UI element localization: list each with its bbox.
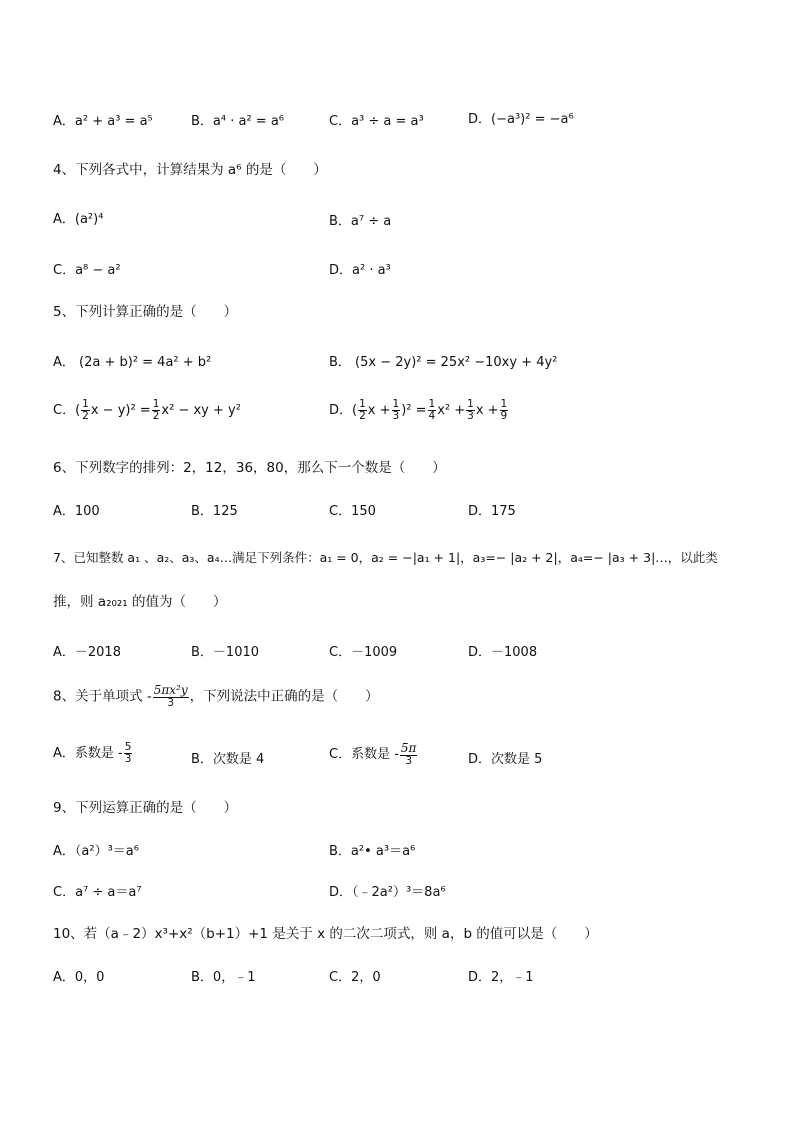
option-b: B．a⁴ · a² = a⁶ xyxy=(191,114,285,129)
q5-c-suffix: x² − xy + y² xyxy=(161,403,241,419)
q9-option-d: D．（﹣2a²）³＝8a⁶ xyxy=(329,885,446,900)
question-7-stem-line-1: 7、已知整数 a₁ 、a₂、a₃、a₄…满足下列条件：a₁ = 0，a₂ = −|a₁ + 1|，a₃=− |a₂ + 2|，a₄=− |a₃ + 3|…，以此类 xyxy=(53,550,718,565)
q7-option-a: A．－2018 xyxy=(53,645,121,660)
option-d: D．(−a³)² = −a⁶ xyxy=(468,112,574,127)
fraction: $\frac{1}{3}$ xyxy=(467,398,474,423)
q10-option-a: A．0，0 xyxy=(53,970,105,985)
q7-option-b: B．－1010 xyxy=(191,645,260,660)
q4-option-b: B．a⁷ ÷ a xyxy=(329,214,392,229)
q5-d-text: )² = xyxy=(401,403,427,419)
q4-option-a: A．(a²)⁴ xyxy=(53,212,104,227)
q10-option-b: B．0，﹣1 xyxy=(191,970,256,985)
q5-d-text: x + xyxy=(367,403,391,419)
q5-option-c xyxy=(53,399,241,422)
q4-option-c: C．a⁸ − a² xyxy=(53,263,121,278)
question-7-stem-line-2: 推，则 a₂₀₂₁ 的值为（ ） xyxy=(53,594,227,610)
q5-c-prefix: C．( xyxy=(53,403,81,419)
q9-option-b: B．a²• a³＝a⁶ xyxy=(329,844,416,859)
question-10-stem: 10、若（a﹣2）x³+x²（b+1）+1 是关于 x 的二次二项式，则 a，b 的值可以是（ ） xyxy=(53,926,598,942)
q8-c-label: C．系数是 - xyxy=(329,746,399,762)
q5-c-middle: x − y)² = xyxy=(90,403,151,419)
q7-option-d: D．－1008 xyxy=(468,645,538,660)
q5-d-text: x + xyxy=(475,403,499,419)
q6-option-c: C．150 xyxy=(329,504,376,519)
fraction: $\frac{5}{3}$ xyxy=(124,741,132,766)
q8-stem-suffix: ，下列说法中正确的是（ ） xyxy=(189,688,379,705)
fraction: $\frac{1}{2}$ xyxy=(359,398,366,423)
option-a: A．a² + a³ = a⁵ xyxy=(53,114,153,129)
q6-option-d: D．175 xyxy=(468,504,516,519)
q5-d-prefix: D．( xyxy=(329,403,358,419)
fraction: $\frac{1}{2}$ xyxy=(152,398,160,423)
q6-option-a: A．100 xyxy=(53,504,100,519)
q5-option-d xyxy=(329,399,509,422)
q8-option-b: B．次数是 4 xyxy=(191,752,265,767)
q5-option-b: B． (5x − 2y)² = 25x² −10xy + 4y² xyxy=(329,355,558,370)
q5-option-a: A． (2a + b)² = 4a² + b² xyxy=(53,355,212,370)
q10-option-d: D．2，﹣1 xyxy=(468,970,534,985)
question-8-stem xyxy=(53,684,379,709)
q6-option-b: B．125 xyxy=(191,504,238,519)
fraction: $\frac{1}{9}$ xyxy=(500,398,508,423)
q8-option-a xyxy=(53,742,133,765)
q5-d-text: x² + xyxy=(437,403,466,419)
fraction: $\frac{1}{2}$ xyxy=(82,398,89,423)
q9-option-c: C．a⁷ ÷ a＝a⁷ xyxy=(53,885,142,900)
fraction: $\frac{1}{3}$ xyxy=(392,398,400,423)
q10-option-c: C．2，0 xyxy=(329,970,381,985)
question-6-stem: 6、下列数字的排列：2，12，36，80，那么下一个数是（ ） xyxy=(53,460,446,476)
question-9-stem: 9、下列运算正确的是（ ） xyxy=(53,800,238,816)
q8-stem-prefix: 8、关于单项式 - xyxy=(53,688,152,705)
q7-option-c: C．－1009 xyxy=(329,645,398,660)
fraction: $\frac{\text{5πx²y}}{3}$ xyxy=(153,683,188,709)
fraction: $\frac{1}{4}$ xyxy=(428,398,436,423)
option-c: C．a³ ÷ a = a³ xyxy=(329,114,424,129)
q8-option-c xyxy=(329,742,418,767)
q4-option-d: D．a² · a³ xyxy=(329,263,391,278)
question-5-stem: 5、下列计算正确的是（ ） xyxy=(53,304,238,320)
q8-option-d: D．次数是 5 xyxy=(468,752,543,767)
q8-a-label: A．系数是 - xyxy=(53,746,123,762)
fraction: $\frac{5\pi}{3}$ xyxy=(400,741,417,767)
question-4-stem: 4、下列各式中，计算结果为 a⁶ 的是（ ） xyxy=(53,162,327,178)
q9-option-a: A．（a²）³＝a⁶ xyxy=(53,844,139,859)
